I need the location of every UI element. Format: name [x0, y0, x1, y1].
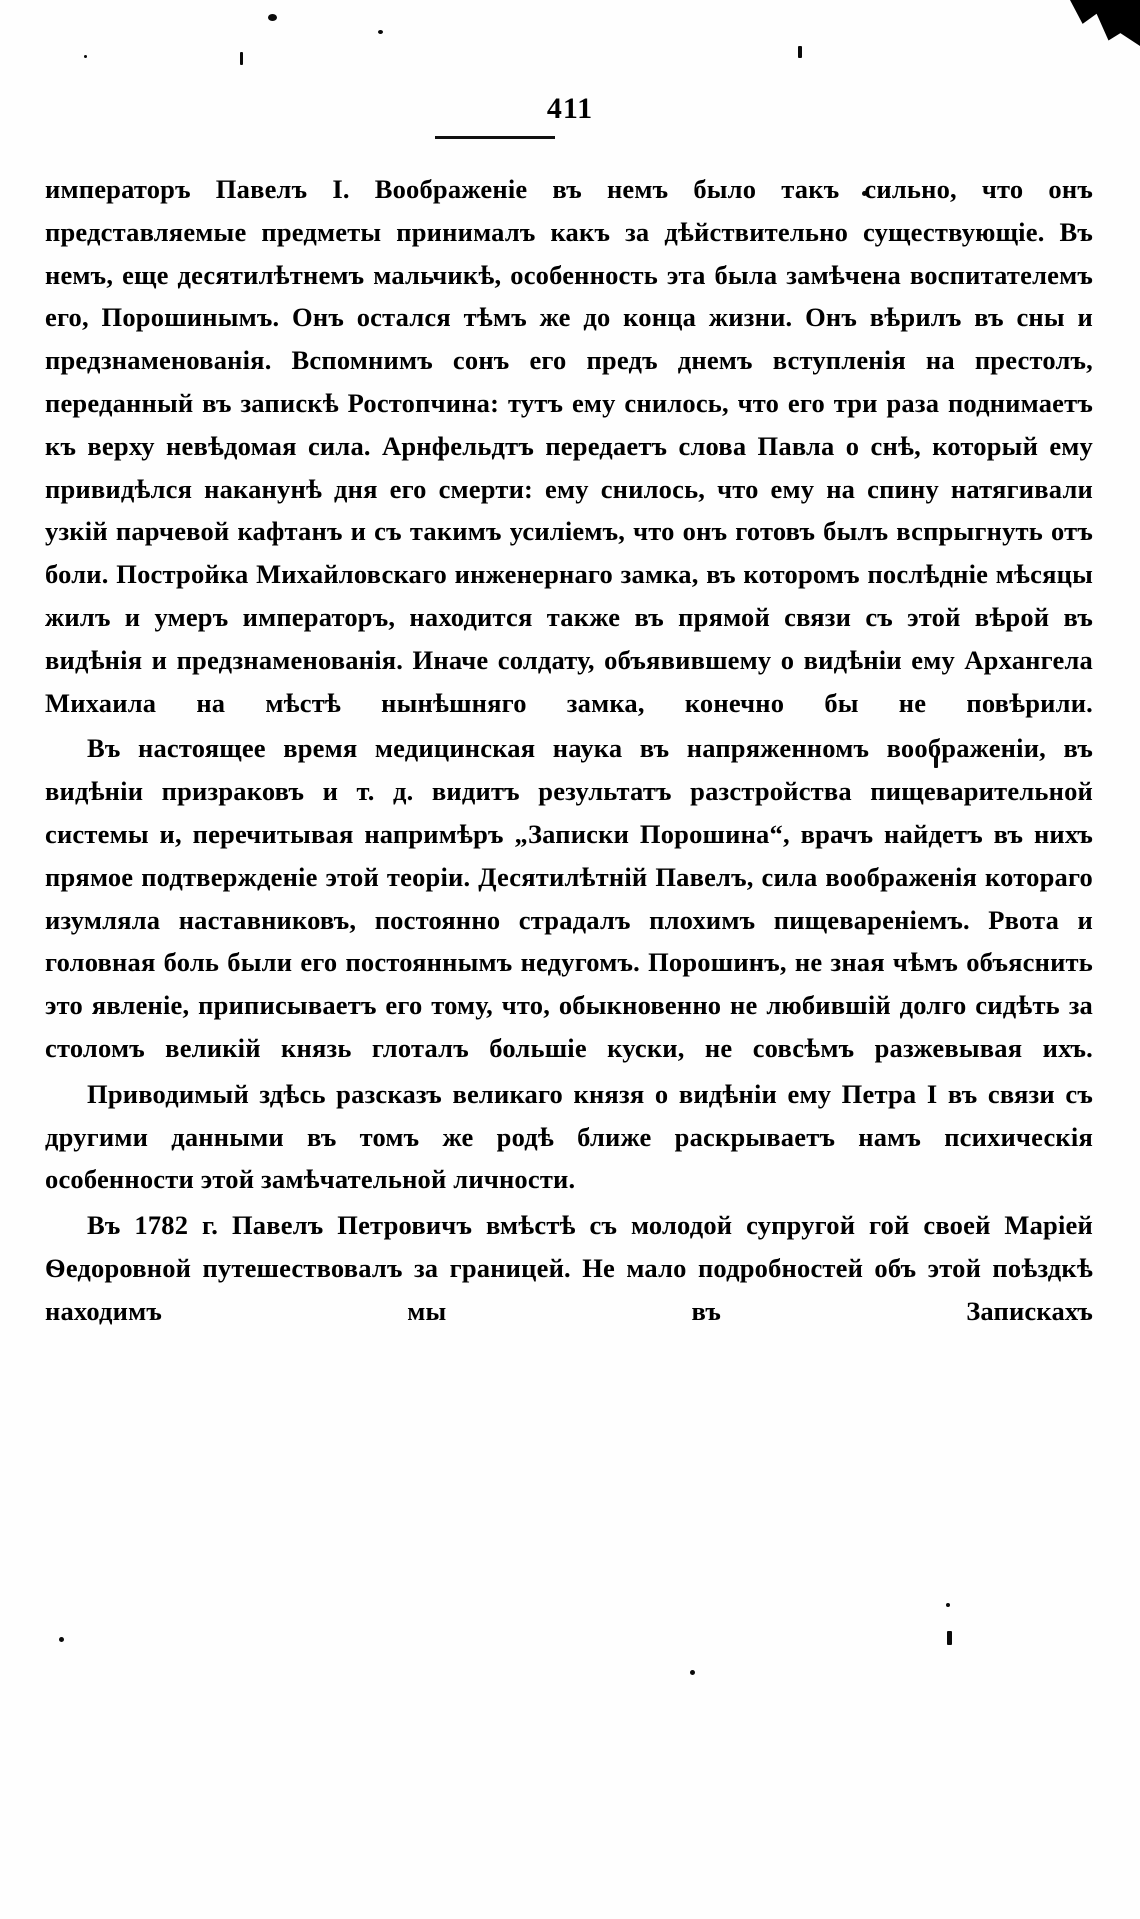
scan-speckle — [84, 55, 87, 58]
scan-speckle — [240, 52, 243, 65]
page-header — [0, 92, 1140, 126]
scan-corner-blot — [1070, 0, 1140, 46]
paragraph: Въ 1782 г. Павелъ Петровичъ вмѣстѣ съ молодой супругой гой своей Маріей Ѳедоровной путешествовалъ за границей. Не мало подробностей объ этой поѣздкѣ находимъ мы въ Запискахъ — [45, 1210, 1093, 1326]
scan-speckle — [798, 46, 802, 58]
paragraph: императоръ Павелъ I. Воображеніе въ немъ было такъ сильно, что онъ представляемые предметы принималъ какъ за дѣйствительно существующіе. Въ немъ, еще десятилѣтнемъ мальчикѣ, особенность эта была замѣчена воспитателемъ его, Порошинымъ. Онъ остался тѣмъ же до конца жизни. Онъ вѣрилъ въ сны и предзнаменованія. Вспомнимъ сонъ его предъ днемъ вступленія на престолъ, переданный въ запискѣ Ростопчина: тутъ ему снилось, что его три раза поднимаетъ къ верху невѣдомая сила. Арнфельдтъ передаетъ слова Павла о снѣ, который ему привидѣлся наканунѣ дня его смерти: ему снилось, что ему на спину натягивали узкій парчевой кафтанъ и съ такимъ усиліемъ, что онъ готовъ былъ вспрыгнуть отъ боли. Постройка Михайловскаго инженернаго замка, въ которомъ послѣдніе мѣсяцы жилъ и умеръ императоръ, находится также въ прямой связи съ этой вѣрой въ видѣнія и предзнаменованія. Иначе солдату, объявившему о видѣніи ему Архангела Михаила на мѣстѣ нынѣшняго замка, конечно бы не повѣрили. — [45, 174, 1093, 718]
scan-speckle — [59, 1637, 64, 1642]
header-rule — [435, 136, 555, 139]
page-body — [45, 168, 1093, 1333]
scan-speckle — [947, 1631, 952, 1645]
scan-speckle — [690, 1670, 695, 1675]
scan-speckle — [268, 14, 277, 21]
paragraph: Въ настоящее время медицинская наука въ напряженномъ воображеніи, въ видѣніи призраковъ и т. д. видитъ результатъ разстройства пищеварительной системы и, перечитывая напримѣръ „Записки Порошина“, врачъ найдетъ въ нихъ прямое подтвержденіе этой теоріи. Десятилѣтній Павелъ, сила воображенія котораго изумляла наставниковъ, постоянно страдалъ плохимъ пищевареніемъ. Рвота и головная боль были его постояннымъ недугомъ. Порошинъ, не зная чѣмъ объяснить это явленіе, приписываетъ его тому, что, обыкновенно не любившій долго сидѣть за столомъ великій князь глоталъ большіе куски, не совсѣмъ разжевывая ихъ. — [45, 733, 1093, 1063]
paragraph: Приводимый здѣсь разсказъ великаго князя о видѣніи ему Петра I въ связи съ другими данными въ томъ же родѣ ближе раскрываетъ намъ психическія особенности этой замѣчательной личности. — [45, 1078, 1093, 1195]
scan-speckle — [378, 30, 383, 34]
page-number: 411 — [546, 92, 594, 125]
scan-speckle — [946, 1603, 950, 1607]
